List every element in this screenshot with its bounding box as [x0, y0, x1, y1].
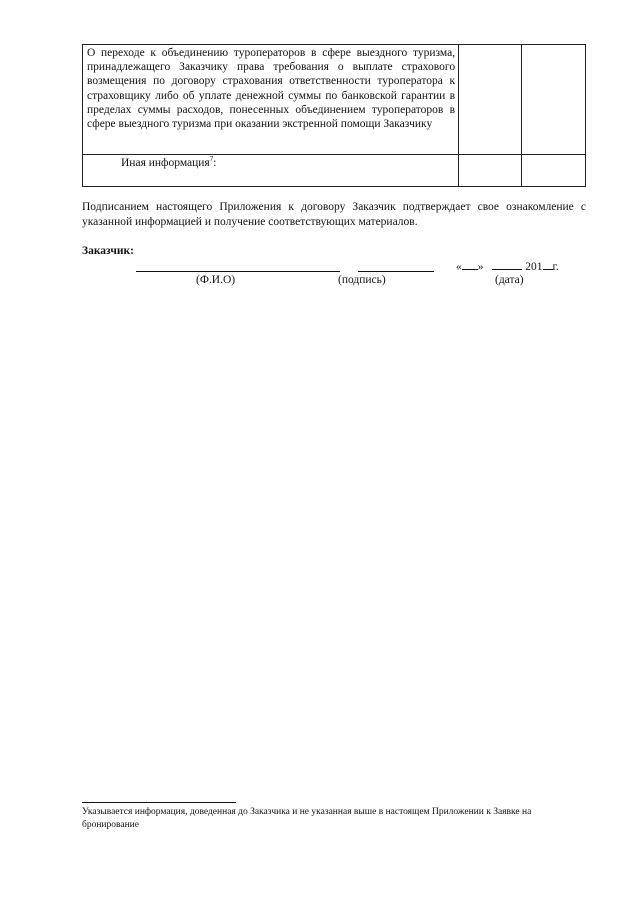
table-cell-mark: [459, 155, 522, 187]
table-cell-description: [83, 155, 459, 187]
month-blank: [492, 259, 522, 270]
table-cell-note: [521, 45, 585, 155]
row-text: Иная информация: [121, 157, 210, 169]
fio-caption: (Ф.И.О): [196, 274, 236, 286]
signature-caption: (подпись): [338, 274, 386, 286]
table-cell-description: [83, 45, 459, 155]
customer-label: Заказчик:: [82, 245, 134, 257]
day-blank: [462, 259, 478, 270]
date-field: [456, 259, 559, 274]
table-cell-note: [521, 155, 585, 187]
year-suffix: г.: [552, 261, 559, 273]
year-blank: [543, 259, 553, 270]
fio-line: [136, 271, 340, 272]
date-close-quote: »: [477, 261, 484, 273]
date-open-quote: «: [456, 261, 462, 273]
date-caption: (дата): [495, 274, 524, 286]
row-text-suffix: :: [213, 157, 217, 169]
info-table: [82, 44, 586, 187]
table-cell-mark: [459, 45, 522, 155]
confirmation-paragraph: Подписанием настоящего Приложения к договору Заказчик подтверждает свое ознакомление с указанной информацией и получение соответствующих материалов.: [82, 201, 586, 228]
footnote-ref: 7: [209, 155, 214, 164]
signature-line: [358, 271, 434, 272]
year-prefix: 201: [525, 261, 543, 273]
footnote-text: Указывается информация, доведенная до Заказчика и не указанная выше в настоящем Приложении к Заявке на бронирование: [82, 807, 532, 830]
table-row: [83, 155, 586, 187]
table-row: [83, 45, 586, 155]
footnote-rule: [82, 802, 236, 803]
row-text: О переходе к объединению туроператоров в сфере выездного туризма, принадлежащего Заказчику права требования о выплате страхового возмещения по договору страхования ответственности туроператора к страховщику либо об уплате денежной суммы по банковской гарантии в пределах суммы расходов, понесенных объединением туроператоров в сфере выездного туризма при оказании экстренной помощи Заказчику: [87, 47, 456, 131]
